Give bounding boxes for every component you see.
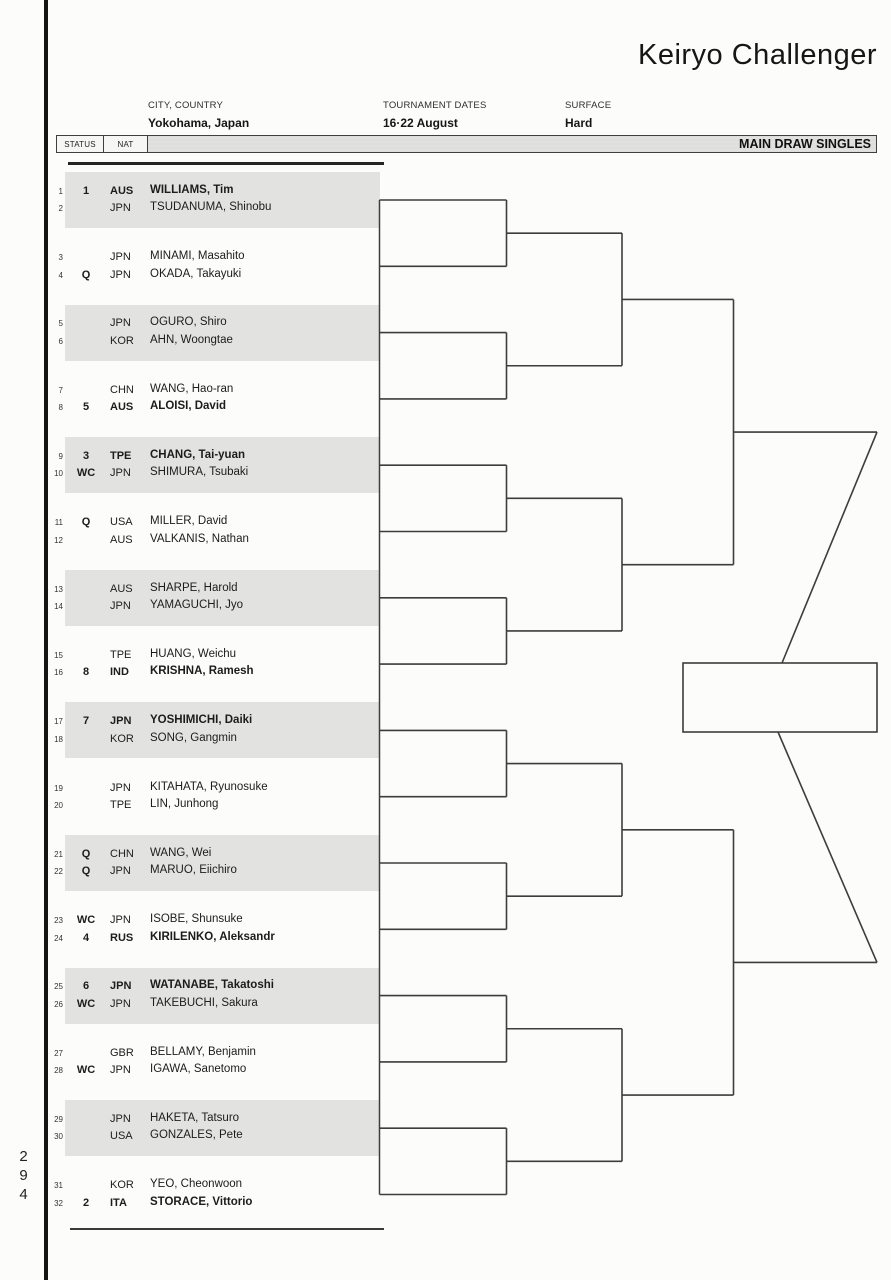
row-player-name: SHIMURA, Tsubaki	[150, 466, 249, 479]
row-player-name: VALKANIS, Nathan	[150, 532, 249, 545]
row-nationality: CHN	[110, 847, 134, 860]
draw-row	[0, 913, 400, 928]
draw-row	[0, 582, 400, 597]
row-number: 21	[54, 849, 63, 859]
row-nationality: AUS	[110, 184, 134, 197]
row-seed-status: 8	[82, 666, 90, 679]
row-player-name: WANG, Hao-ran	[150, 382, 234, 395]
row-player-name: HUANG, Weichu	[150, 647, 237, 660]
row-player-name: MINAMI, Masahito	[150, 250, 245, 263]
row-number: 6	[58, 336, 63, 346]
status-column-header: STATUS	[57, 136, 104, 152]
row-nationality: ITA	[110, 1196, 127, 1209]
row-number: 25	[54, 982, 63, 992]
draw-row	[0, 979, 400, 994]
row-player-name: TAKEBUCHI, Sakura	[150, 996, 258, 1009]
draw-row	[0, 334, 400, 349]
row-seed-status: 6	[82, 980, 90, 993]
draw-row	[0, 201, 400, 216]
city-country-value: Yokohama, Japan	[148, 116, 250, 130]
draw-row	[0, 997, 400, 1012]
shaded-band	[65, 702, 380, 758]
row-player-name: YOSHIMICHI, Daiki	[150, 714, 253, 727]
row-number: 22	[54, 867, 63, 877]
row-number: 10	[54, 469, 63, 479]
row-nationality: KOR	[110, 732, 134, 745]
row-seed-status: Q	[81, 516, 91, 529]
shaded-band	[65, 570, 380, 626]
draw-row	[0, 184, 400, 199]
column-header-bar	[56, 135, 877, 153]
row-nationality: JPN	[110, 268, 131, 281]
shaded-band	[65, 437, 380, 493]
row-number: 26	[54, 999, 63, 1009]
row-player-name: YEO, Cheonwoon	[150, 1178, 243, 1191]
draw-row	[0, 931, 400, 946]
row-number: 14	[54, 602, 63, 611]
tournament-title: Keiryo Challenger	[637, 39, 877, 71]
row-seed-status: 2	[82, 1196, 90, 1209]
row-player-name: CHANG, Tai-yuan	[150, 449, 245, 461]
draw-row	[0, 515, 400, 530]
row-number: 11	[54, 518, 63, 528]
row-nationality: USA	[110, 516, 133, 529]
row-number: 7	[58, 385, 63, 395]
row-nationality: JPN	[110, 251, 131, 264]
draw-row	[0, 1046, 400, 1061]
row-player-name: WILLIAMS, Tim	[150, 183, 234, 196]
city-country-label: CITY, COUNTRY	[148, 100, 224, 111]
row-number: 9	[58, 452, 63, 461]
row-player-name: MARUO, Eiichiro	[150, 864, 237, 877]
draw-row	[0, 1129, 400, 1144]
row-nationality: CHN	[110, 383, 134, 396]
row-player-name: WATANABE, Takatoshi	[150, 979, 274, 992]
draw-row	[0, 732, 400, 747]
row-nationality: JPN	[110, 865, 131, 878]
shaded-band	[65, 835, 380, 891]
row-number: 32	[54, 1198, 63, 1208]
draw-row	[0, 400, 400, 415]
row-number: 17	[54, 717, 63, 727]
row-nationality: JPN	[110, 715, 132, 728]
row-nationality: JPN	[110, 980, 132, 993]
row-player-name: TSUDANUMA, Shinobu	[150, 201, 272, 214]
row-nationality: JPN	[110, 781, 131, 794]
bracket-line	[782, 432, 877, 663]
row-nationality: AUS	[110, 533, 133, 546]
shaded-band	[65, 172, 380, 228]
row-number: 29	[54, 1115, 63, 1124]
draw-row	[0, 449, 400, 464]
row-player-name: KIRILENKO, Aleksandr	[150, 930, 275, 943]
draw-row	[0, 533, 400, 548]
row-player-name: STORACE, Vittorio	[150, 1195, 253, 1208]
tournament-dates-value: 16·22 August	[383, 116, 458, 130]
draw-row	[0, 864, 400, 879]
draw-row	[0, 781, 400, 796]
draw-row	[0, 1112, 400, 1127]
row-player-name: SONG, Gangmin	[150, 731, 237, 744]
row-number: 16	[54, 668, 63, 678]
draw-row	[0, 1196, 400, 1211]
draw-row	[0, 250, 400, 265]
row-number: 30	[54, 1132, 63, 1142]
row-number: 28	[54, 1066, 63, 1076]
main-draw-singles-label: MAIN DRAW SINGLES	[148, 136, 876, 152]
row-seed-status: 4	[82, 931, 90, 944]
surface-label: SURFACE	[565, 100, 612, 111]
row-number: 12	[54, 535, 63, 545]
row-number: 27	[54, 1048, 63, 1058]
row-nationality: GBR	[110, 1046, 134, 1059]
row-seed-status: 7	[82, 715, 90, 728]
row-seed-status: 5	[82, 401, 90, 414]
row-player-name: YAMAGUCHI, Jyo	[150, 599, 244, 611]
row-seed-status: WC	[76, 914, 96, 927]
row-nationality: USA	[110, 1130, 133, 1143]
row-player-name: KRISHNA, Ramesh	[150, 665, 254, 678]
surface-value: Hard	[565, 116, 593, 130]
row-seed-status: Q	[81, 865, 91, 878]
row-nationality: AUS	[110, 401, 134, 414]
draw-row	[0, 798, 400, 813]
draw-row	[0, 847, 400, 862]
row-player-name: ISOBE, Shunsuke	[150, 913, 243, 926]
row-nationality: IND	[110, 666, 129, 679]
row-nationality: TPE	[110, 450, 132, 462]
row-number: 8	[58, 403, 63, 413]
row-player-name: IGAWA, Sanetomo	[150, 1063, 247, 1076]
row-player-name: BELLAMY, Benjamin	[150, 1045, 256, 1058]
row-player-name: OKADA, Takayuki	[150, 267, 242, 280]
row-nationality: KOR	[110, 1179, 134, 1192]
page-number: 294	[15, 1148, 32, 1205]
bracket-line	[778, 732, 877, 962]
row-nationality: JPN	[110, 202, 131, 215]
row-nationality: JPN	[110, 914, 131, 927]
row-nationality: KOR	[110, 334, 134, 347]
row-number: 3	[58, 253, 63, 263]
row-nationality: JPN	[110, 1064, 131, 1077]
shaded-band	[65, 968, 380, 1024]
draw-column-top-border	[68, 162, 384, 165]
row-seed-status: Q	[81, 847, 91, 860]
row-number: 1	[58, 186, 63, 196]
row-player-name: KITAHATA, Ryunosuke	[150, 780, 268, 793]
row-nationality: AUS	[110, 582, 133, 595]
row-number: 5	[58, 319, 63, 329]
shaded-band	[65, 305, 380, 361]
row-seed-status: Q	[81, 268, 91, 281]
row-number: 20	[54, 800, 63, 810]
shaded-band	[65, 1100, 380, 1156]
draw-row	[0, 599, 400, 614]
draw-column-bottom-border	[70, 1228, 384, 1230]
row-player-name: OGURO, Shiro	[150, 316, 227, 329]
row-number: 23	[54, 916, 63, 926]
row-number: 2	[58, 204, 63, 214]
row-seed-status: WC	[76, 1064, 96, 1077]
row-player-name: LIN, Junhong	[150, 797, 219, 810]
row-seed-status: WC	[76, 997, 96, 1010]
row-seed-status: WC	[76, 467, 96, 480]
row-player-name: WANG, Wei	[150, 846, 212, 859]
nat-column-header: NAT	[104, 136, 148, 152]
row-nationality: JPN	[110, 467, 131, 480]
row-player-name: HAKETA, Tatsuro	[150, 1112, 240, 1124]
draw-row	[0, 466, 400, 481]
row-nationality: JPN	[110, 1113, 131, 1125]
row-player-name: ALOISI, David	[150, 400, 227, 413]
draw-row	[0, 316, 400, 331]
row-seed-status: 1	[82, 184, 90, 197]
row-nationality: JPN	[110, 997, 131, 1010]
row-number: 4	[58, 270, 63, 280]
draw-row	[0, 665, 400, 680]
row-player-name: GONZALES, Pete	[150, 1129, 243, 1142]
row-nationality: TPE	[110, 648, 132, 661]
row-number: 24	[54, 933, 63, 943]
row-nationality: JPN	[110, 317, 131, 330]
draw-row	[0, 1178, 400, 1193]
tournament-dates-label: TOURNAMENT DATES	[383, 100, 487, 111]
row-seed-status: 3	[82, 450, 90, 462]
row-player-name: SHARPE, Harold	[150, 581, 238, 594]
row-nationality: TPE	[110, 798, 132, 811]
row-number: 31	[54, 1181, 63, 1191]
row-number: 18	[54, 734, 63, 744]
draw-row	[0, 1063, 400, 1078]
row-number: 15	[54, 650, 63, 660]
final-box	[683, 663, 877, 732]
row-number: 13	[54, 584, 63, 594]
draw-row	[0, 268, 400, 283]
row-nationality: JPN	[110, 600, 131, 612]
row-nationality: RUS	[110, 931, 134, 944]
row-player-name: AHN, Woongtae	[150, 333, 233, 346]
row-player-name: MILLER, David	[150, 515, 228, 528]
draw-row	[0, 714, 400, 729]
draw-row	[0, 648, 400, 663]
draw-row	[0, 383, 400, 398]
row-number: 19	[54, 783, 63, 793]
